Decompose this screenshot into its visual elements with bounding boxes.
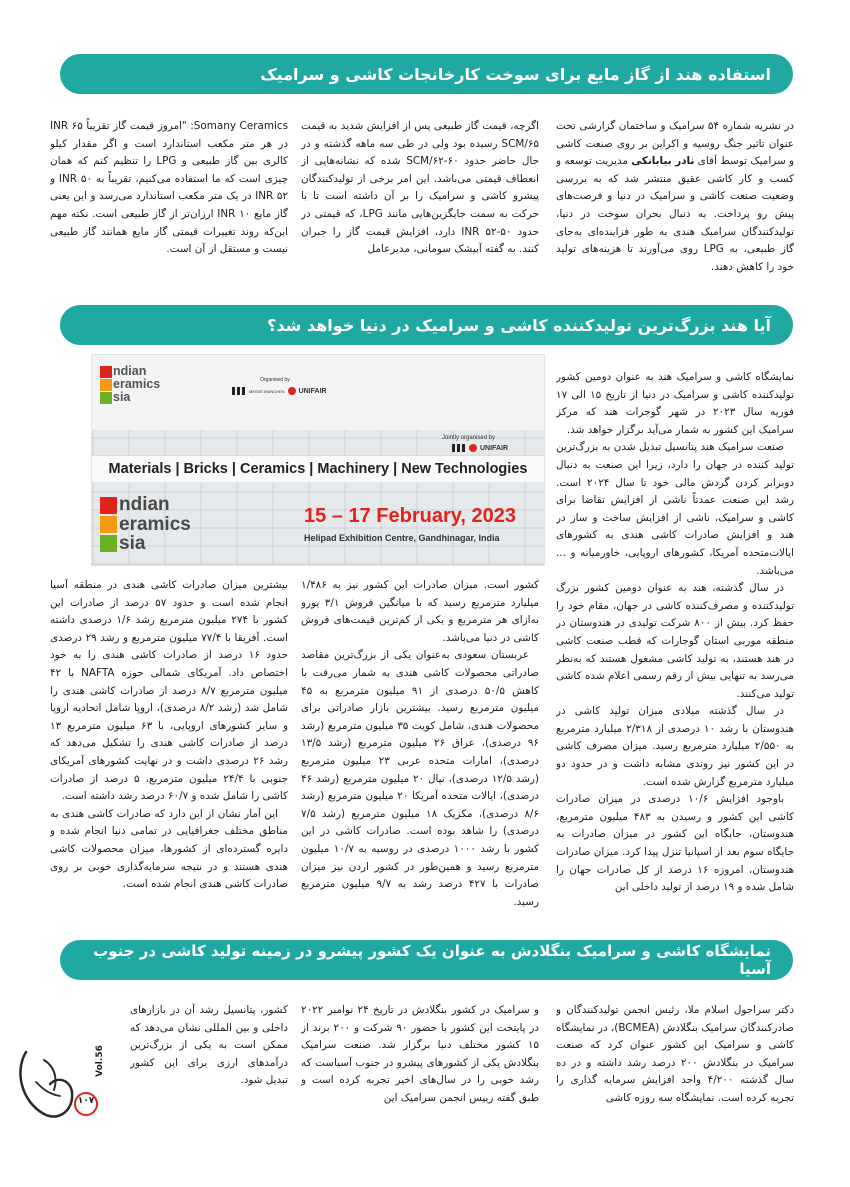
article3-column-1 (556, 1002, 794, 1108)
article2-column-3 (50, 577, 288, 931)
article3-col2-text: و سرامیک در کشور بنگلادش در تاریخ ۲۴ نوامبر ۲۰۲۲ در پایتخت این کشور با حضور ۹۰ شرکت و ۲۰۰ برند از ۱۵ کشور مختلف دنیا برگزار شد. صنعت سرامیک بنگلادش یکی از کشورهای پیشرو در جنوب آسیاست که رشد خوبی را در سال‌های اخیر تجربه کرده است و طبق گفته رییس انجمن سرامیک این (301, 1004, 539, 1104)
logo-line-3: sia (113, 390, 131, 404)
article2-col1-para-3: در سال گذشته، هند به عنوان دومین کشور بزرگ تولیدکننده و مصرف‌کننده کاشی در جهان، مقام خود را حفظ کرد. بیش از ۸۰۰ شرکت تولیدی در هندوستان در منطقه موربی استان گوجارات که قطب صنعت کاشی در هند هستند، به تولید کاشی مشغول هستند که به‌نظر می‌رسد به تنهایی بیش از رقم رسمی اعلام شده کاشی تولید می‌کنند. (556, 582, 794, 700)
article1-col1-text: در نشریه شماره ۵۴ سرامیک و ساختمان گزارشی تحت عنوان تاثیر جنگ روسیه و اکراین بر روی صنعت کاشی و سرامیک توسط آقای نادر بیابانکی مدیریت توسعه و کسب و کار کاشی عقیق منتشر شد که به بررسی وضعیت صنعت کاشی و سرامیک در دنیا و فرصت‌های پیش رو پرداخت. به دنبال بحران سوخت در دنیا، تولیدکنندگان سرامیک هندی به طور فزاینده‌ای به‌جای گاز طبیعی، به LPG روی می‌آورند تا هزینه‌های تولید خود را کاهش دهند. (556, 120, 794, 273)
article3-col3-text: کشور، پتانسیل رشد آن در بازارهای داخلی و بین المللی نشان می‌دهد که ممکن است به یکی از بزرگ‌ترین درآمدهای ارزی برای این کشور تبدیل شود. (130, 1004, 288, 1087)
article2-title: آیا هند بزرگ‌ترین تولیدکننده کاشی و سرامیک در دنیا خواهد شد؟ (267, 315, 771, 335)
article2-title-banner (60, 305, 793, 345)
unifair-label-2: UNIFAIR (480, 444, 508, 452)
article3-col1-text: دکتر سراجول اسلام ملا، رئیس انجمن تولیدکنندگان و صادرکنندگان سرامیک بنگلادش (BCMEA)، در نمایشگاه کاشی و سرامیک این کشور عنوان کرد که صنعت سرامیک در بنگلادش ۲۰۰ درصد رشد داشته و در ده سال گذشته ۴/۲۰۰ واحد افزایش سرمایه گذاری را تجربه کرده است. نمایشگاه سه روزه کاشی (556, 1004, 794, 1104)
magazine-page-mark (14, 1042, 114, 1122)
messe-muenchen-icon-2 (452, 444, 466, 452)
article2-col1-para-5: باوجود افزایش ۱۰/۶ درصدی در میزان صادرات کاشی این کشور و رسیدن به ۴۸۳ میلیون مترمربع، هندوستان، جایگاه این کشور در میزان صادرات به جایگاه سوم بعد از اسپانیا تنزل پیدا کرد. میزان صادرات هندوستان، امروزه ۱۶ درصد از کل صادرات جهان را شامل شده و ۱۹ درصد از تولید داخلی این (556, 793, 794, 894)
logo-line-2: eramics (113, 377, 161, 391)
indian-ceramics-asia-logo-large (100, 495, 191, 554)
article3-title-banner (60, 940, 793, 980)
joint-organiser-logos (452, 444, 508, 452)
poster-date: 15 – 17 February, 2023 (304, 505, 516, 527)
unifair-icon-2 (469, 444, 477, 452)
article2-col3-para-2: این آمار نشان از این دارد که صادرات کاشی هندی به مناطق مختلف جغرافیایی در تمامی دنیا انجام شده و دایره گسترده‌ای از کشورها، میزان محصولات کاشی هندی هستند و در نتیجه سرمایه‌گذاری خوبی بر روی صادرات کاشی هندی انجام شده است. (50, 807, 288, 891)
indian-ceramics-asia-logo-small (100, 365, 160, 404)
article1-col3-text: Somany Ceramics: "امروز قیمت گاز تقریباً ۶۵ INR در هر متر مکعب استاندارد است و اگر مقدار کیلو کالری بین گاز طبیعی و LPG را تنظیم کنم که همان چیزی است که ما استفاده می‌کنیم، تقریباً به ۵۰ INR و ۵۲ INR در یک متر مکعب استاندارد می‌رسد و این یعنی گاز مایع ۱۰ INR ارزان‌تر از گاز طبیعی است. نکته مهم این‌که روند تغییرات قیمتی گاز مایع همانند گاز طبیعی نیست و مستقل از آن است. (50, 120, 288, 256)
poster-categories: Materials | Bricks | Ceramics | Machinery | New Technologies (92, 456, 544, 482)
exhibition-poster (91, 354, 545, 566)
unifair-icon (288, 387, 296, 395)
logo-line-1: ndian (113, 364, 147, 378)
messe-muenchen-icon (232, 387, 246, 395)
article2-col2-para-1: کشور است. میزان صادرات این کشور نیز به ۱/۴۸۶ میلیارد مترمربع رسید که با میانگین فروش ۳/۱ یورو به‌ازای هر مترمربع و یکی از کم‌ترین قیمت‌های فروش کاشی در دنیا می‌باشد. (301, 579, 539, 644)
article1-title-banner (60, 54, 793, 94)
unifair-label: UNIFAIR (298, 387, 327, 395)
article1-column-1 (556, 118, 794, 290)
logo-large-line-2: eramics (119, 513, 191, 535)
article2-col2-para-2: عربستان سعودی به‌عنوان یکی از بزرگ‌ترین مقاصد صادراتی محصولات کاشی هندی به شمار می‌رفت با کاهش ۵۰/۵ درصدی از ۹۱ میلیون مترمربع به ۴۵ میلیون مترمربع رسید. بیشترین بازار صادراتی برای محصولات هندی، شامل کویت ۳۵ میلیون مترمربع (رشد ۹۶ درصدی)، عراق ۲۶ میلیون مترمربع (رشد ۱۳/۵ درصدی)، امارات متحده عربی ۲۳ میلیون مترمربع (رشد ۱۲/۵ درصدی)، نپال ۲۰ میلیون مترمربع (رشد ۴۶ درصدی)، ایالات متحده آمریکا ۲۰ میلیون مترمربع (رشد ۸/۶ درصدی)، مکزیک ۱۸ میلیون مترمربع (رشد ۷/۵ درصدی) را شاهد بوده است. صادرات کاشی در این کشور با رشد ۱۰۰۰ درصدی در روسیه به ۱۰/۷ میلیون مترمربع رسید و همین‌طور در کشور اردن نیز میزان صادرات با ۴۲۷ درصد رشد به ۹/۷ میلیون مترمربع رسید. (301, 649, 539, 908)
article1-column-3 (50, 118, 288, 290)
messe-label: MESSE MÜNCHEN (249, 388, 285, 394)
jointly-organised-label: Jointly organised by (442, 435, 496, 441)
article2-column-2 (301, 577, 539, 931)
article2-col1-para-4: در سال گذشته میلادی میزان تولید کاشی در هندوستان با رشد ۱۰ درصدی از ۲/۳۱۸ میلیارد مترمربع به ۲/۵۵۰ میلیارد مترمربع رسید. میزان مصرف کاشی در این کشور نیز روندی مشابه داشت و در حدود دو میلیارد مترمربع گزارش شده است. (556, 705, 794, 788)
article2-column-1 (556, 369, 794, 931)
organised-by-label: Organised by (260, 377, 290, 383)
volume-label: Vol.56 (95, 1045, 105, 1077)
article2-col3-para-1: بیشترین میزان صادرات کاشی هندی در منطقه آسیا انجام شده است و حدود ۵۷ درصد از صادرات این کشور با ۲۷۴ میلیون مترمربع رشد ۱/۶ درصدی داشته است. آفریقا با ۷۷/۴ میلیون مترمربع و رشد ۲۹ درصدی حدود ۱۶ درصد از صادرات کاشی هندی را به خود اختصاص داد. آمریکای شمالی حوزه NAFTA با ۴۲ میلیون مترمربع ۸/۷ درصد از صادرات کاشی هندی را شامل شد (رشد ۸/۲ درصدی)، اروپا شامل اتحادیه اروپا و سایر کشورهای اروپایی، با ۶۳ میلیون مترمربع ۱۳ درصد از صادرات کاشی هندی را تشکیل می‌دهد که رشد ۲۶ درصدی داشت و در نهایت کشورهای آمریکای جنوبی با ۲۴/۴ میلیون مترمربع، ۵ درصد از صادرات کاشی را شامل شده و ۶۰/۷ درصد رشد داشته است. (50, 579, 288, 803)
article1-col2-text: اگرچه، قیمت گاز طبیعی پس از افزایش شدید به قیمت SCM/۶۵ رسیده بود ولی در طی سه ماهه گذشته و در حال حاضر حدود ۶۰-SCM/۶۲ شده که نشانه‌هایی از انعطاف قیمتی می‌باشد. این امر برخی از تولیدکنندگان پیشرو کاشی و سرامیک را بر آن داشته است تا با حرکت به سمت جایگزین‌هایی مانند LPG، که قیمتی در حدود ۵۰-۵۲ INR دارد، افزایش قیمت گاز را جبران کنند. به گفته آبیشک سومانی، مدیرعامل (301, 120, 539, 256)
article2-col1-para-2: صنعت سرامیک هند پتانسیل تبدیل شدن به بزرگ‌ترین تولید کننده در جهان را دارد، زیرا این صنعت به دنبال دوبرابر کردن گردش مالی خود تا سال ۲۰۲۴ است. رشد این صنعت عمدتاً ناشی از افزایش تقاضا برای کاشی و سرامیک، ناشی از افزایش ساخت و ساز در هند و افزایش صادرات کاشی هندی به کشورهای ایالات‌متحده آمریکا، کشورهای اروپایی، خاورمیانه و ... می‌باشد. (556, 441, 794, 577)
poster-venue: Helipad Exhibition Centre, Gandhinagar, India (304, 533, 500, 543)
article1-column-2 (301, 118, 539, 290)
article2-col1-para-1: نمایشگاه کاشی و سرامیک هند به عنوان دومین کشور تولیدکننده کاشی و سرامیک در دنیا از تاریخ ۱۵ الی ۱۷ فوریه سال ۲۰۲۳ در شهر گوجرات هند که مرکز سرامیک این کشور به شمار می‌آید برگزار خواهد شد. (556, 371, 794, 436)
article3-column-3 (130, 1002, 288, 1108)
author-name: نادر بیابانکی (631, 155, 695, 168)
logo-large-line-3: sia (119, 533, 146, 554)
article3-column-2 (301, 1002, 539, 1108)
page-number: ۱۰۷ (77, 1096, 95, 1106)
article3-title: نمایشگاه کاشی و سرامیک بنگلادش به عنوان یک کشور پیشرو در زمینه تولید کاشی در جنوب آسیا (93, 942, 771, 978)
article1-title: استفاده هند از گاز مایع برای سوخت کارخانجات کاشی و سرامیک (260, 64, 771, 84)
logo-large-line-1: ndian (119, 494, 170, 515)
organiser-logos (232, 387, 327, 395)
